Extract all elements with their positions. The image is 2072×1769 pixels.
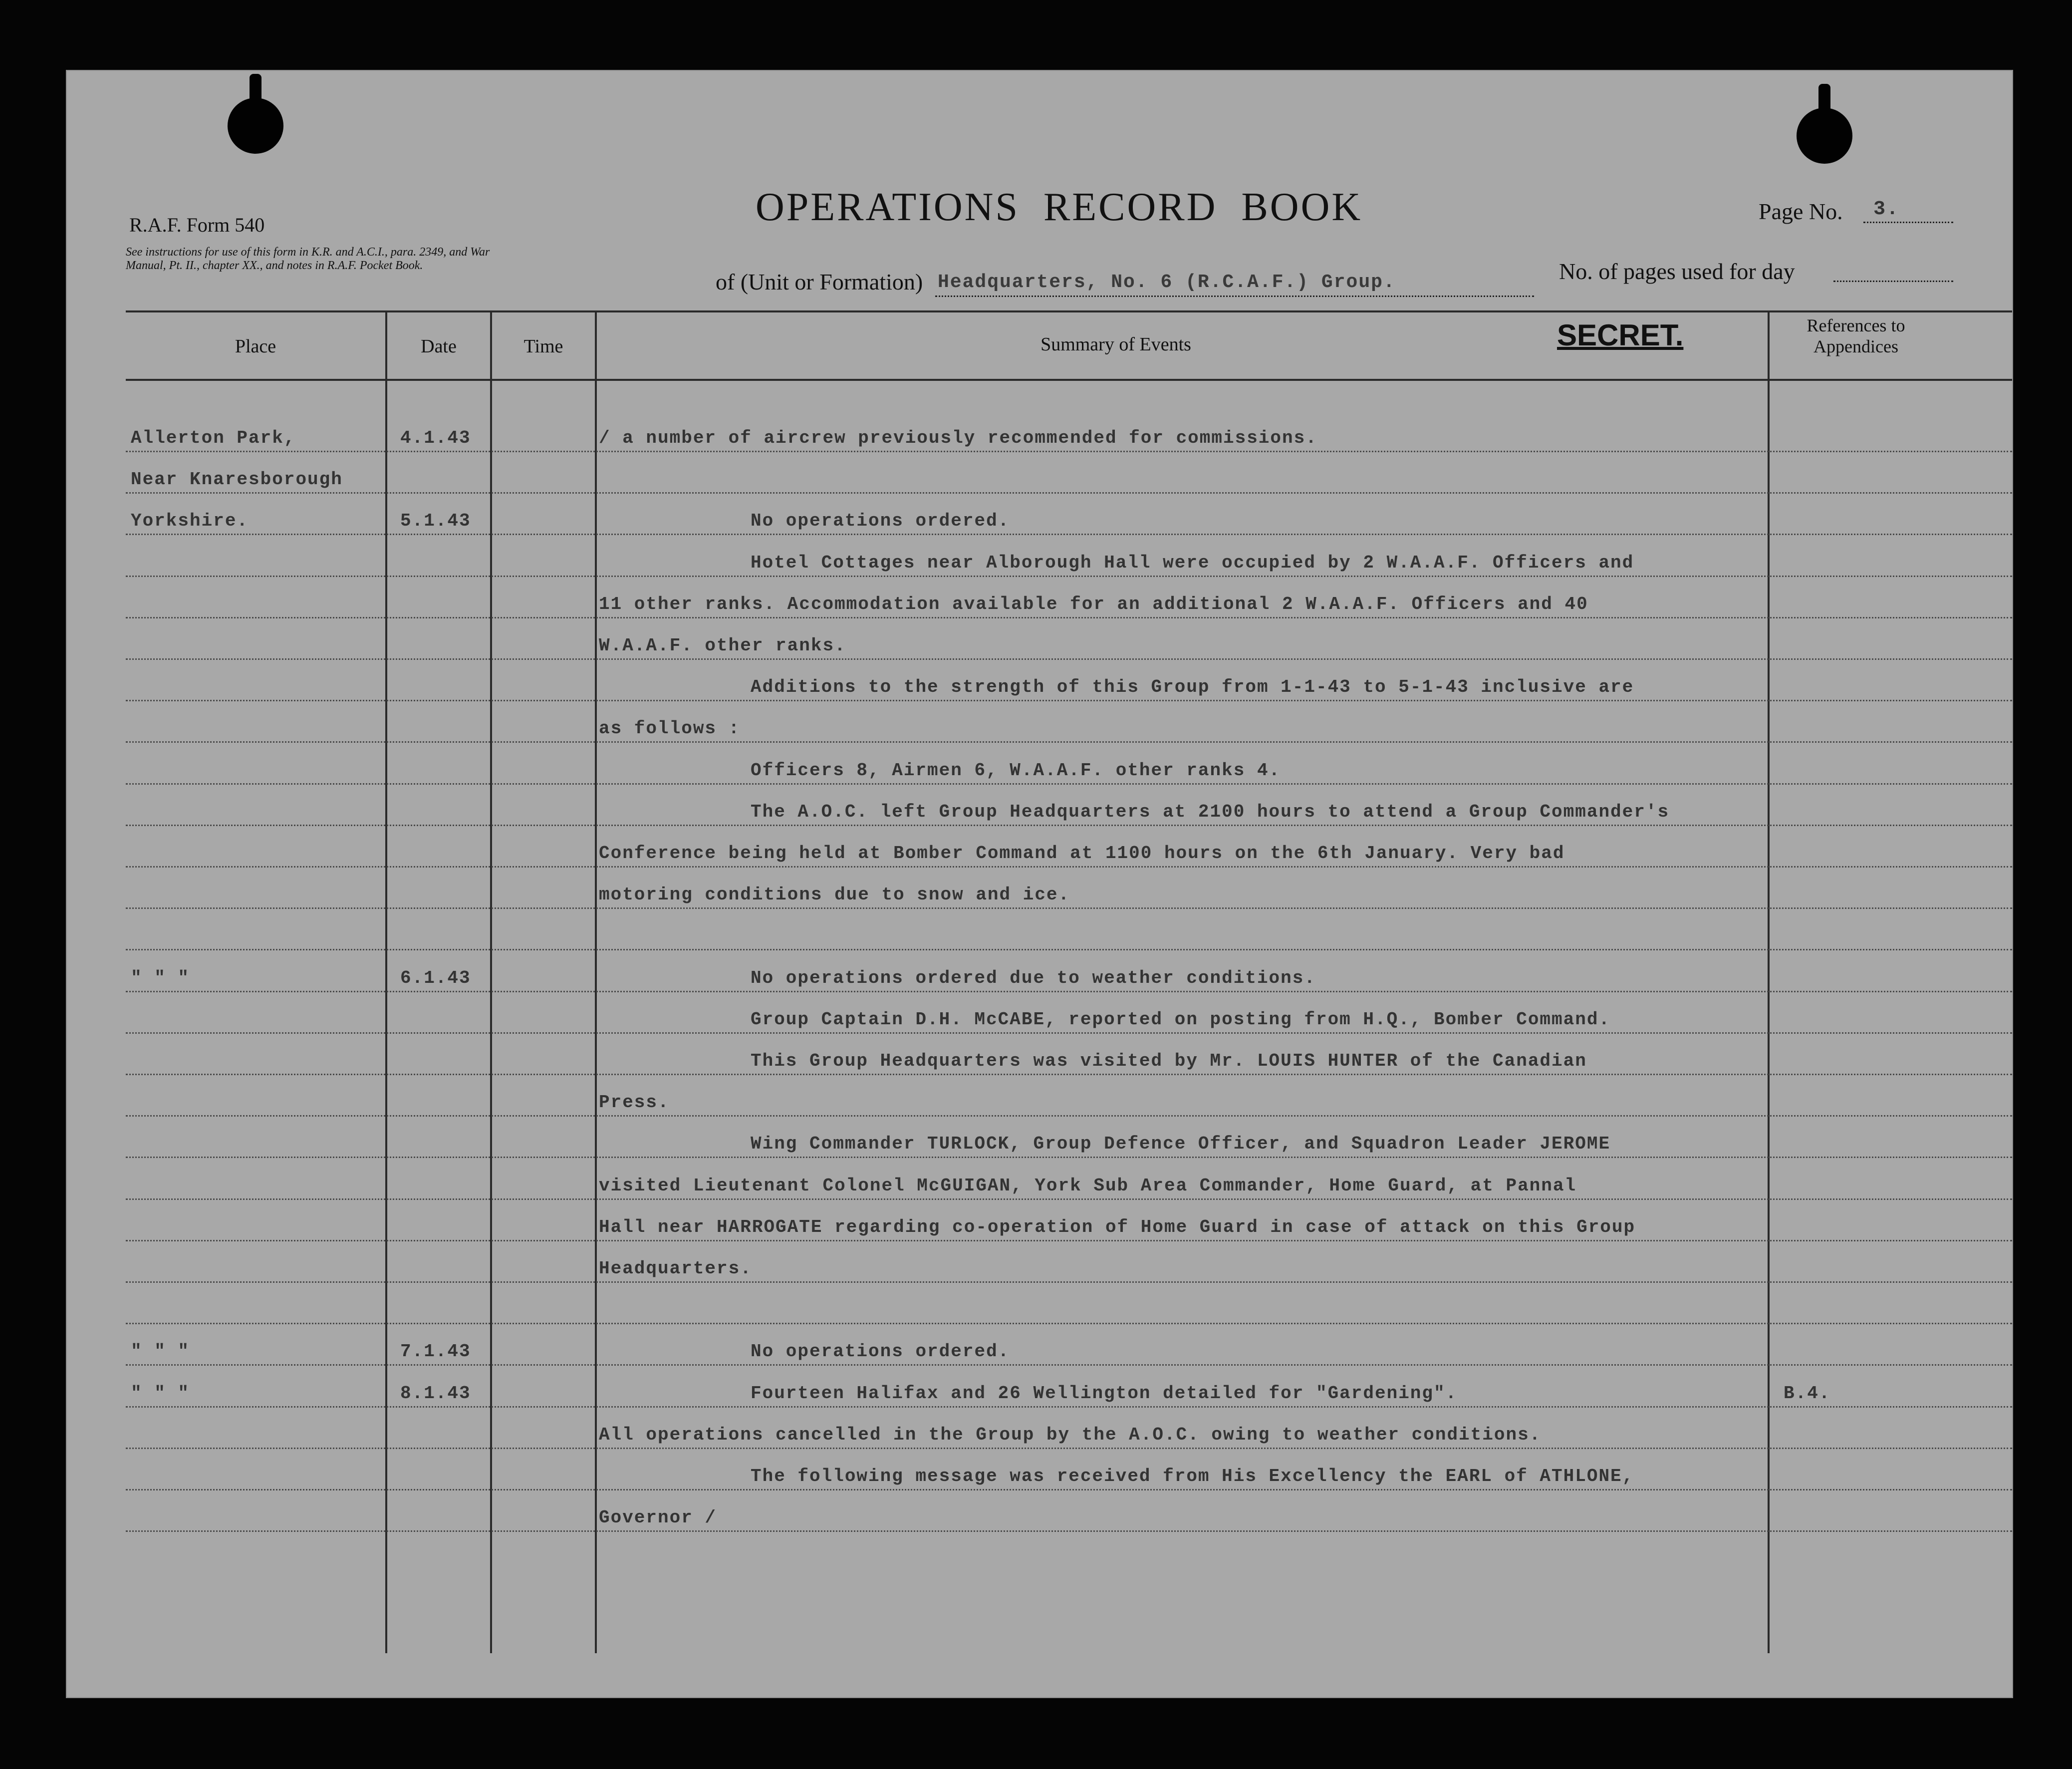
- ruled-line: [126, 741, 2012, 743]
- ruled-line: [126, 492, 2012, 494]
- column-header-references: References to Appendices: [1807, 315, 1905, 356]
- ruled-line: [126, 866, 2012, 868]
- date-cell: 5.1.43: [400, 511, 471, 532]
- summary-line: The following message was received from His Excellency the EARL of ATHLONE,: [751, 1466, 1634, 1486]
- summary-line: Hall near HARROGATE regarding co-operation of Home Guard in case of attack on this Group: [599, 1216, 1636, 1237]
- form-label: R.A.F. Form 540: [129, 214, 265, 236]
- unit-rule: [935, 295, 1534, 297]
- summary-line: / a number of aircrew previously recommended for commissions.: [599, 428, 1317, 448]
- secret-stamp: SECRET.: [1557, 318, 1684, 352]
- column-divider: [595, 310, 597, 1653]
- date-cell: 4.1.43: [400, 428, 471, 448]
- summary-line: No operations ordered.: [751, 511, 1010, 532]
- ruled-line: [126, 700, 2012, 701]
- column-divider: [490, 310, 492, 1653]
- place-cell: Yorkshire.: [131, 511, 249, 532]
- summary-line: Group Captain D.H. McCABE, reported on posting from H.Q., Bomber Command.: [751, 1009, 1611, 1030]
- form-instructions: See instructions for use of this form in K.R. and A.C.I., para. 2349, and War Manual, Pt. II., chapter XX., and notes in R.A.F. Pocket Book.: [126, 246, 490, 272]
- summary-line: Officers 8, Airmen 6, W.A.A.F. other ranks 4.: [751, 760, 1281, 781]
- page-number-label: Page No.: [1759, 199, 1843, 224]
- summary-line: This Group Headquarters was visited by Mr. LOUIS HUNTER of the Canadian: [751, 1051, 1587, 1071]
- summary-line: No operations ordered.: [751, 1341, 1010, 1362]
- page-number-rule: [1863, 222, 1953, 223]
- ruled-line: [126, 907, 2012, 909]
- summary-line: as follows :: [599, 718, 741, 739]
- ruled-line: [126, 1448, 2012, 1449]
- summary-line: No operations ordered due to weather conditions.: [751, 967, 1316, 988]
- ruled-line: [126, 1489, 2012, 1490]
- ruled-line: [126, 1530, 2012, 1532]
- page-title: OPERATIONS RECORD BOOK: [756, 185, 1363, 229]
- place-cell: " " ": [131, 1383, 190, 1404]
- summary-line: W.A.A.F. other ranks.: [599, 635, 846, 656]
- binder-hole-left: [228, 98, 283, 154]
- place-cell: Allerton Park,: [131, 428, 296, 448]
- appendix-reference: B.4.: [1784, 1383, 1831, 1404]
- summary-line: motoring conditions due to snow and ice.: [599, 884, 1070, 905]
- unit-label: of (Unit or Formation): [716, 269, 923, 295]
- ruled-line: [126, 991, 2012, 992]
- date-cell: 6.1.43: [400, 967, 471, 988]
- summary-line: 11 other ranks. Accommodation available for an additional 2 W.A.A.F. Officers and 40: [599, 593, 1588, 614]
- ruled-line: [126, 1240, 2012, 1241]
- ruled-line: [126, 1074, 2012, 1075]
- ruled-line: [126, 825, 2012, 826]
- column-divider: [385, 310, 387, 1653]
- summary-line: Press.: [599, 1092, 670, 1113]
- column-divider: [1768, 310, 1770, 1653]
- place-cell: Near Knaresborough: [131, 469, 343, 490]
- summary-line: Hotel Cottages near Alborough Hall were occupied by 2 W.A.A.F. Officers and: [751, 552, 1634, 573]
- summary-line: Governor /: [599, 1507, 717, 1528]
- binder-hole-right: [1797, 108, 1852, 164]
- column-header-time: Time: [523, 336, 563, 357]
- summary-line: Fourteen Halifax and 26 Wellington detailed for "Gardening".: [751, 1383, 1458, 1404]
- ruled-line: [126, 451, 2012, 452]
- date-cell: 7.1.43: [400, 1341, 471, 1362]
- summary-line: Additions to the strength of this Group from 1-1-43 to 5-1-43 inclusive are: [751, 677, 1634, 698]
- pages-used-rule: [1833, 281, 1953, 282]
- ruled-line: [126, 783, 2012, 785]
- summary-line: visited Lieutenant Colonel McGUIGAN, York Sub Area Commander, Home Guard, at Pannal: [599, 1175, 1577, 1196]
- ruled-line: [126, 658, 2012, 660]
- record-sheet: [66, 70, 2013, 1698]
- column-header-date: Date: [421, 336, 457, 357]
- ruled-line: [126, 576, 2012, 577]
- ruled-line: [126, 949, 2012, 950]
- ruled-line: [126, 1406, 2012, 1408]
- column-header-summary: Summary of Events: [1040, 334, 1191, 355]
- ruled-line: [126, 534, 2012, 535]
- summary-line: The A.O.C. left Group Headquarters at 2100 hours to attend a Group Commander's: [751, 801, 1670, 822]
- ruled-line: [126, 1323, 2012, 1324]
- summary-line: Wing Commander TURLOCK, Group Defence Officer, and Squadron Leader JEROME: [751, 1134, 1611, 1155]
- ruled-line: [126, 1198, 2012, 1200]
- unit-value: Headquarters, No. 6 (R.C.A.F.) Group.: [938, 272, 1396, 293]
- place-cell: " " ": [131, 1341, 190, 1362]
- summary-line: All operations cancelled in the Group by the A.O.C. owing to weather conditions.: [599, 1424, 1542, 1445]
- table-top-rule: [126, 310, 2012, 312]
- pages-used-label: No. of pages used for day: [1559, 259, 1795, 284]
- table-header-bottom-rule: [126, 379, 2012, 381]
- ruled-line: [126, 1364, 2012, 1366]
- summary-line: Conference being held at Bomber Command at 1100 hours on the 6th January. Very bad: [599, 843, 1565, 864]
- ruled-line: [126, 617, 2012, 618]
- ruled-line: [126, 1032, 2012, 1034]
- place-cell: " " ": [131, 967, 190, 988]
- ruled-line: [126, 1281, 2012, 1283]
- ruled-line: [126, 1157, 2012, 1158]
- column-header-place: Place: [235, 336, 276, 357]
- summary-line: Headquarters.: [599, 1258, 752, 1279]
- page-number-value: 3.: [1873, 198, 1900, 221]
- date-cell: 8.1.43: [400, 1383, 471, 1404]
- ruled-line: [126, 1115, 2012, 1117]
